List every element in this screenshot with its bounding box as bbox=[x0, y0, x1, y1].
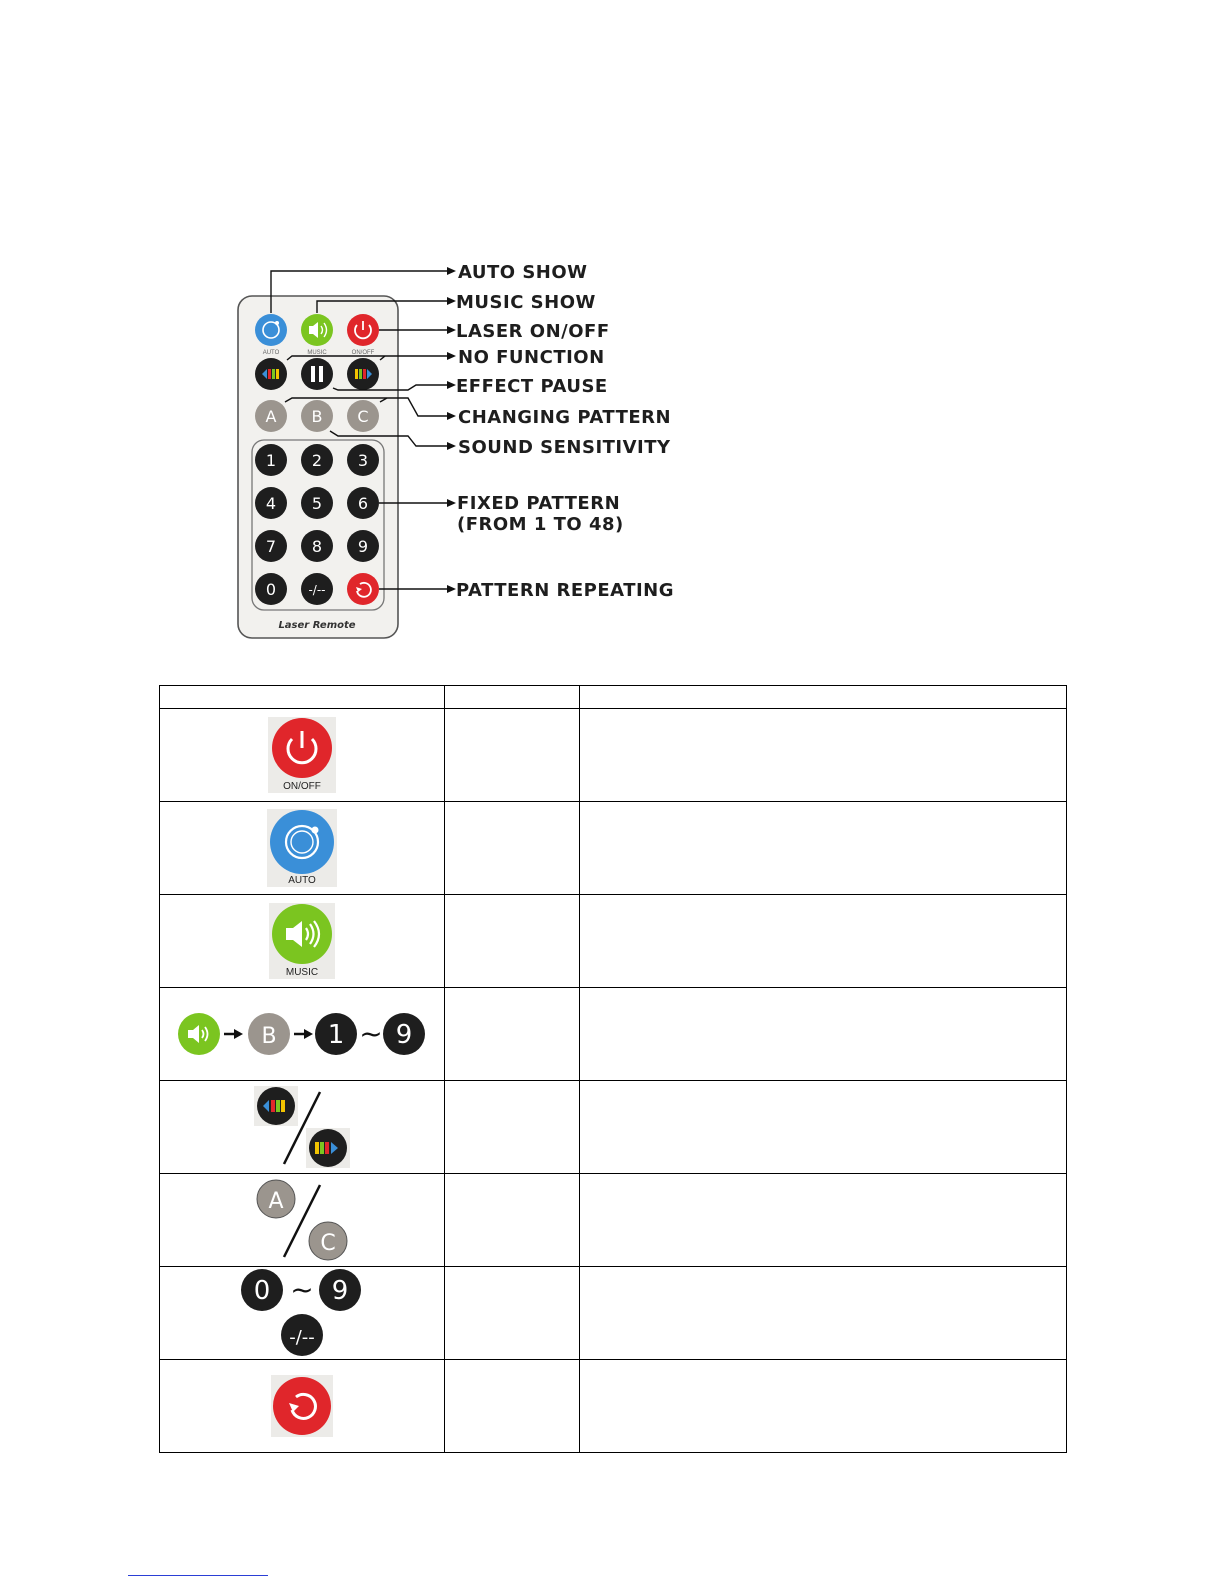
table-cell bbox=[445, 802, 580, 895]
table-icon-cell bbox=[160, 1267, 445, 1360]
auto-button[interactable] bbox=[255, 314, 287, 346]
digit-8-label: 8 bbox=[311, 537, 323, 556]
c-button-label: C bbox=[357, 407, 369, 426]
b-button-label: B bbox=[311, 407, 323, 426]
table-icon-cell bbox=[160, 1360, 445, 1453]
sequence-9-label: 9 bbox=[395, 1020, 413, 1050]
table-icon-cell bbox=[160, 988, 445, 1081]
a-letter-label: A bbox=[268, 1189, 284, 1214]
table-header-cell bbox=[445, 686, 580, 709]
pause-button[interactable] bbox=[301, 358, 333, 390]
table-cell bbox=[580, 895, 1067, 988]
digit-4-label: 4 bbox=[265, 494, 277, 513]
digit-9-label: 9 bbox=[357, 537, 369, 556]
callout-auto-show: AUTO SHOW bbox=[458, 262, 588, 283]
dash-key-label: -/-- bbox=[289, 1327, 315, 1348]
table-cell bbox=[445, 988, 580, 1081]
table-cell bbox=[445, 1267, 580, 1360]
table-row bbox=[160, 895, 1067, 988]
table-cell bbox=[445, 1081, 580, 1174]
table-cell bbox=[580, 1081, 1067, 1174]
c-letter-label: C bbox=[320, 1231, 336, 1256]
table-cell bbox=[580, 802, 1067, 895]
remote-caption: Laser Remote bbox=[278, 620, 356, 631]
dash-button-label: -/-- bbox=[308, 583, 326, 597]
table-cell bbox=[445, 709, 580, 802]
remote-diagram bbox=[0, 0, 1225, 660]
table-icon-cell bbox=[160, 802, 445, 895]
auto-show-icon bbox=[267, 809, 337, 887]
callout-pattern-repeating: PATTERN REPEATING bbox=[456, 580, 675, 601]
callout-laser-on-off: LASER ON/OFF bbox=[456, 321, 610, 342]
table-cell bbox=[580, 709, 1067, 802]
pattern-repeating-icon bbox=[271, 1375, 333, 1437]
a-button-label: A bbox=[265, 407, 277, 426]
sound-sensitivity-sequence-icon bbox=[177, 1009, 427, 1059]
table-icon-cell bbox=[160, 1081, 445, 1174]
digit-tilde: ~ bbox=[290, 1273, 314, 1306]
changing-pattern-a-c-icon bbox=[254, 1179, 350, 1261]
power-button[interactable] bbox=[347, 314, 379, 346]
auto-icon-label: AUTO bbox=[288, 875, 316, 886]
digit-5-label: 5 bbox=[311, 494, 323, 513]
table-header-cell bbox=[160, 686, 445, 709]
prev-pattern-button[interactable] bbox=[255, 358, 287, 390]
power-on-off-icon bbox=[268, 717, 336, 793]
digit-7-label: 7 bbox=[265, 537, 277, 556]
table-icon-cell bbox=[160, 1174, 445, 1267]
sequence-1-label: 1 bbox=[327, 1020, 345, 1050]
table-cell bbox=[445, 1360, 580, 1453]
power-icon-label: ON/OFF bbox=[283, 781, 321, 792]
table-row bbox=[160, 802, 1067, 895]
table-row bbox=[160, 709, 1067, 802]
table-cell bbox=[580, 988, 1067, 1081]
next-pattern-button[interactable] bbox=[347, 358, 379, 390]
table-cell bbox=[580, 1360, 1067, 1453]
callout-no-function: NO FUNCTION bbox=[458, 347, 605, 368]
digit-3-label: 3 bbox=[357, 451, 369, 470]
table-row bbox=[160, 1081, 1067, 1174]
table-row bbox=[160, 1360, 1067, 1453]
callout-effect-pause: EFFECT PAUSE bbox=[456, 376, 608, 397]
table-cell bbox=[580, 1267, 1067, 1360]
table-header-cell bbox=[580, 686, 1067, 709]
leader-arrowheads bbox=[447, 267, 456, 593]
digit-0-label: 0 bbox=[265, 580, 277, 599]
callout-fixed-pattern-range: (FROM 1 TO 48) bbox=[457, 514, 624, 535]
callout-music-show: MUSIC SHOW bbox=[456, 292, 596, 313]
auto-button-label: AUTO bbox=[262, 350, 280, 356]
digit-2-label: 2 bbox=[311, 451, 323, 470]
table-row bbox=[160, 1174, 1067, 1267]
music-icon-label: MUSIC bbox=[285, 967, 319, 978]
table-cell bbox=[580, 1174, 1067, 1267]
table-row bbox=[160, 988, 1067, 1081]
music-show-icon bbox=[269, 903, 335, 979]
table-cell bbox=[445, 1174, 580, 1267]
digit-0-label: 0 bbox=[253, 1276, 271, 1306]
sequence-tilde: ~ bbox=[359, 1017, 383, 1050]
sequence-b-label: B bbox=[261, 1024, 277, 1049]
table-header-row bbox=[160, 686, 1067, 709]
function-table bbox=[159, 685, 1067, 1453]
digit-9-label: 9 bbox=[331, 1276, 349, 1306]
table-icon-cell bbox=[160, 895, 445, 988]
callout-fixed-pattern: FIXED PATTERN bbox=[457, 493, 621, 514]
callout-sound-sensitivity: SOUND SENSITIVITY bbox=[458, 437, 671, 458]
footer-link-underline bbox=[128, 1575, 268, 1576]
table-row bbox=[160, 1267, 1067, 1360]
no-function-arrows-icon bbox=[254, 1086, 350, 1168]
table-cell bbox=[445, 895, 580, 988]
callout-changing-pattern: CHANGING PATTERN bbox=[458, 407, 672, 428]
power-button-label: ON/OFF bbox=[351, 350, 375, 356]
music-button-label: MUSIC bbox=[307, 350, 327, 356]
digit-6-label: 6 bbox=[357, 494, 369, 513]
music-button[interactable] bbox=[301, 314, 333, 346]
digit-1-label: 1 bbox=[265, 451, 277, 470]
fixed-pattern-digits-icon bbox=[240, 1268, 364, 1358]
repeat-button[interactable] bbox=[347, 573, 379, 605]
table-icon-cell bbox=[160, 709, 445, 802]
